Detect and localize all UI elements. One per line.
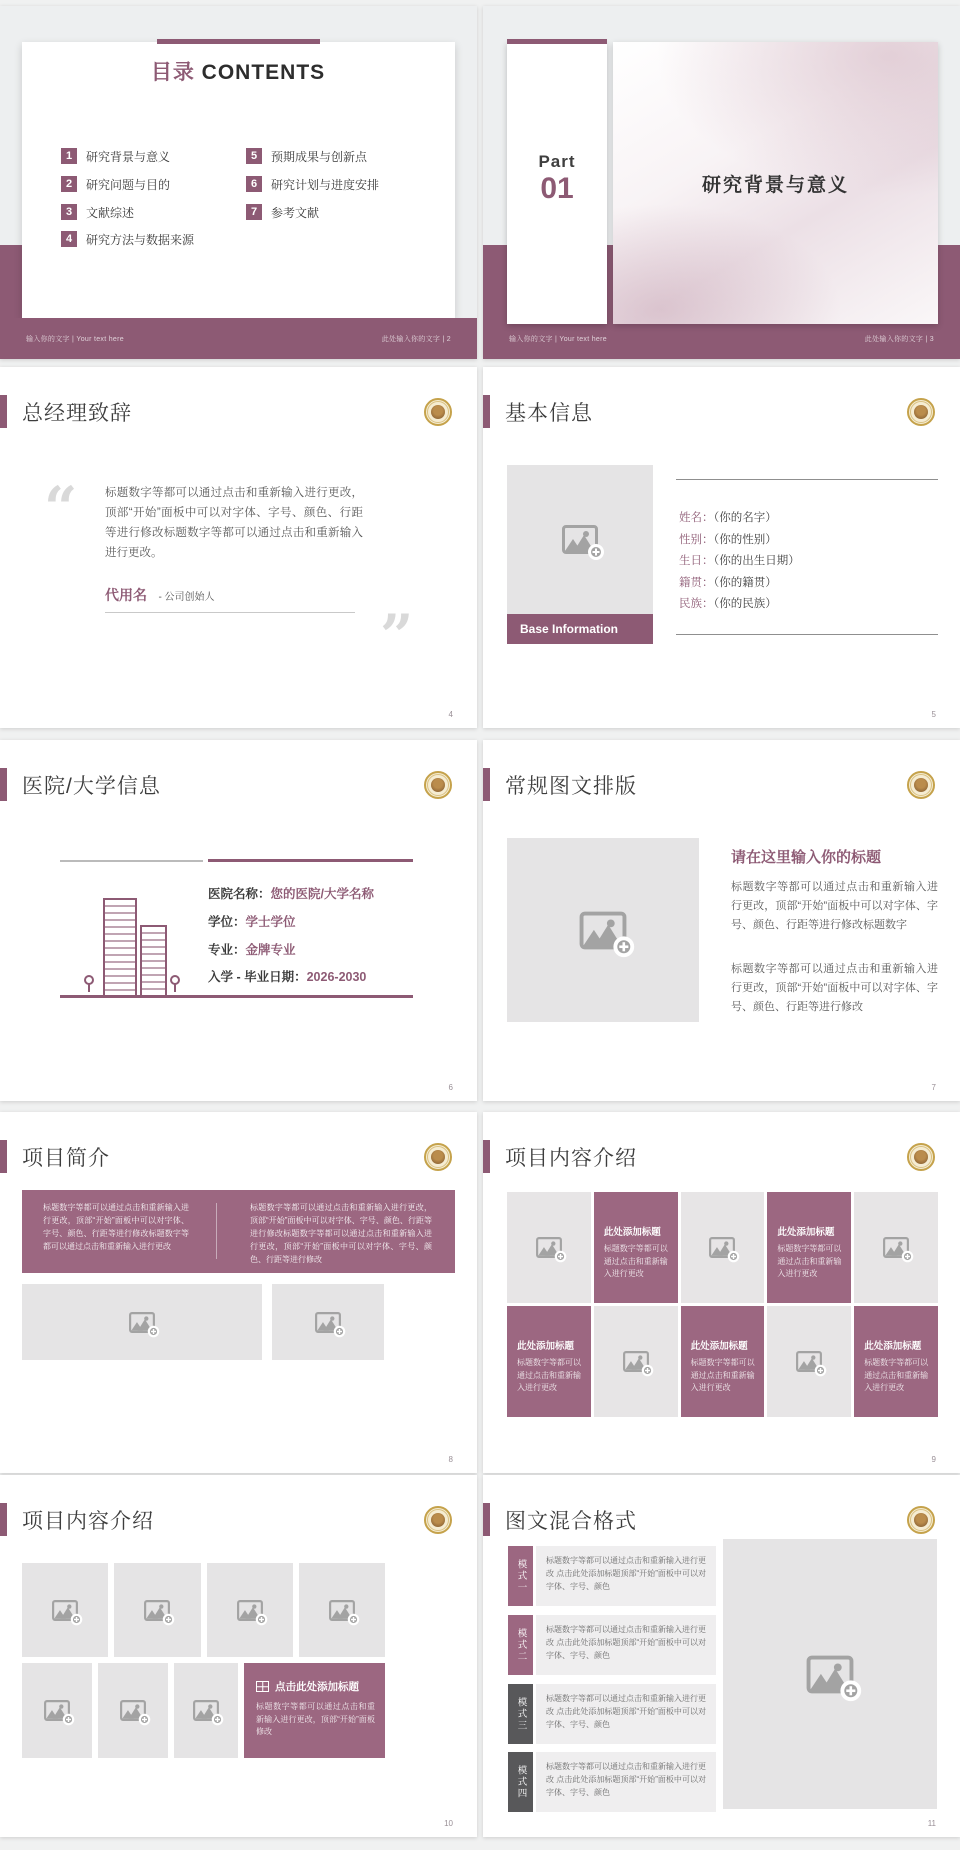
toc-item-1 xyxy=(61,148,170,164)
image-placeholder xyxy=(507,838,699,1022)
intro-text-box xyxy=(22,1190,455,1273)
image-placeholder xyxy=(767,1306,851,1417)
image-add-icon xyxy=(580,911,627,949)
part-number-card xyxy=(507,42,607,324)
image-placeholder xyxy=(22,1663,92,1758)
info-list xyxy=(679,508,800,616)
image-add-icon xyxy=(710,1237,736,1258)
image-placeholder xyxy=(272,1284,384,1360)
school-emblem-logo xyxy=(907,771,935,799)
toc-item-7 xyxy=(246,204,319,220)
toc-title-zh: 目录 xyxy=(150,61,195,84)
slide-toc[interactable] xyxy=(0,6,477,359)
info-row xyxy=(679,594,800,616)
slide-part-01[interactable] xyxy=(483,6,960,359)
image-add-icon xyxy=(329,1600,355,1621)
toc-item-label: 参考文献 xyxy=(271,205,320,220)
slide-title: 总经理致辞 xyxy=(22,402,132,425)
header-accent-bar xyxy=(483,1503,490,1536)
toc-title-en: CONTENTS xyxy=(201,61,326,84)
slide-footer-band xyxy=(483,318,960,359)
toc-item-label: 研究计划与进度安排 xyxy=(271,177,380,192)
toc-item-label: 研究背景与意义 xyxy=(86,149,171,164)
image-add-icon xyxy=(44,1700,70,1721)
content-paragraph: 标题数字等都可以通过点击和重新输入进行更改，顶部“开始”面板中可以对字体、字号、颜色、行距等进行修改标题数字 xyxy=(731,881,938,931)
mode-row-1 xyxy=(508,1546,716,1606)
image-add-icon xyxy=(52,1600,78,1621)
info-label: 生日： xyxy=(679,555,714,568)
grid-glyph-icon xyxy=(256,1681,269,1692)
image-placeholder xyxy=(507,465,653,614)
info-value: （你的性别） xyxy=(713,533,777,546)
image-add-icon xyxy=(144,1600,170,1621)
info-value: （你的籍贯） xyxy=(713,576,777,589)
grid-title-cell xyxy=(854,1306,938,1417)
image-add-icon xyxy=(129,1312,155,1333)
cell-title: 此处添加标题 xyxy=(517,1341,575,1352)
slide-title: 项目内容介绍 xyxy=(22,1510,154,1533)
header-accent-bar xyxy=(0,395,7,428)
quoted-person-role: - 公司创始人 xyxy=(158,592,215,603)
slide-richtext[interactable] xyxy=(483,740,960,1101)
image-add-icon xyxy=(562,525,598,554)
image-add-icon xyxy=(883,1237,909,1258)
tree-icon xyxy=(170,975,180,985)
divider-line xyxy=(676,634,938,635)
building-icon xyxy=(140,925,167,996)
info-label: 籍贯： xyxy=(679,576,714,589)
slide-footer-band xyxy=(0,318,477,359)
page-number: 5 xyxy=(931,710,936,719)
image-add-icon xyxy=(193,1700,219,1721)
open-quote-icon xyxy=(44,479,77,537)
school-label: 医院名称： xyxy=(208,887,271,901)
info-value: （你的民族） xyxy=(713,598,777,611)
cell-title: 此处添加标题 xyxy=(690,1341,748,1352)
page-number: 8 xyxy=(448,1455,453,1464)
toc-number-badge: 7 xyxy=(246,204,262,220)
mode-row-4 xyxy=(508,1752,716,1812)
intro-text-column: 标题数字等都可以通过点击和重新输入进行更改，顶部“开始”面板中可以对字体、字号、颜色、行距等进行修改标题数字等都可以通过点击和重新输入进行更改，顶部“开始”面板中可以对字体、字号、颜色、行距等进行修改 xyxy=(250,1203,432,1264)
school-row xyxy=(208,884,374,902)
image-placeholder xyxy=(854,1192,938,1303)
slide-basic-info[interactable] xyxy=(483,367,960,728)
slide-content-grid[interactable] xyxy=(483,1112,960,1473)
header-accent-bar xyxy=(0,768,7,801)
slide-title: 项目内容介绍 xyxy=(505,1147,637,1170)
image-add-icon xyxy=(623,1351,649,1372)
footer-left-text: 输入你的文字 | Your text here xyxy=(26,335,124,343)
box-title: 点击此处添加标题 xyxy=(275,1681,359,1693)
divider-line xyxy=(60,860,203,862)
gallery-box-header xyxy=(256,1679,375,1694)
part-label: Part xyxy=(538,152,576,171)
image-add-icon xyxy=(807,1655,854,1693)
toc-number-badge: 3 xyxy=(61,204,77,220)
image-placeholder xyxy=(22,1284,262,1360)
photo-caption-band: Base Information xyxy=(507,614,653,644)
header-accent-bar xyxy=(483,1140,490,1173)
toc-item-label: 研究问题与目的 xyxy=(86,177,171,192)
school-row xyxy=(208,912,296,930)
mode-text: 标题数字等都可以通过点击和重新输入进行更改 点击此处添加标题顶部“开始”面板中可以对字体、字号、颜色 xyxy=(536,1752,716,1812)
mode-row-3 xyxy=(508,1684,716,1744)
toc-item-label: 文献综述 xyxy=(86,205,135,220)
intro-text-column: 标题数字等都可以通过点击和重新输入进行更改，顶部“开始”面板中可以对字体、字号、颜色、行距等进行修改标题数字等都可以通过点击和重新输入进行更改 xyxy=(43,1203,189,1251)
part-card-topline xyxy=(507,39,607,44)
image-placeholder xyxy=(114,1563,200,1657)
cell-text: 标题数字等都可以通过点击和重新输入进行更改 xyxy=(864,1358,929,1392)
school-value: 学士学位 xyxy=(245,915,296,929)
grid-title-cell xyxy=(681,1306,765,1417)
school-emblem-logo xyxy=(424,398,452,426)
gallery-top-row xyxy=(22,1563,385,1657)
page-number: 10 xyxy=(444,1819,453,1828)
mode-text: 标题数字等都可以通过点击和重新输入进行更改 点击此处添加标题顶部“开始”面板中可以对字体、字号、颜色 xyxy=(536,1546,716,1606)
footer-right-text: 此处输入你的文字 | 2 xyxy=(381,335,451,343)
cell-text: 标题数字等都可以通过点击和重新输入进行更改 xyxy=(777,1244,842,1278)
quoted-person-name: 代用名 xyxy=(105,587,147,603)
cell-title: 此处添加标题 xyxy=(777,1227,835,1238)
school-value: 您的医院/大学名称 xyxy=(270,887,374,901)
close-quote-icon xyxy=(380,607,413,665)
header-accent-bar xyxy=(0,1503,7,1536)
toc-number-badge: 4 xyxy=(61,231,77,247)
toc-item-3 xyxy=(61,204,134,220)
tree-icon xyxy=(84,975,94,985)
page-number: 9 xyxy=(931,1455,936,1464)
school-row xyxy=(208,967,366,985)
image-placeholder xyxy=(207,1563,293,1657)
slide-project-intro[interactable] xyxy=(0,1112,477,1473)
toc-top-accent-bar xyxy=(157,39,320,44)
toc-item-6 xyxy=(246,176,379,192)
toc-item-2 xyxy=(61,176,170,192)
page-number: 6 xyxy=(448,1083,453,1092)
cell-title: 此处添加标题 xyxy=(603,1227,661,1238)
toc-item-label: 研究方法与数据来源 xyxy=(86,232,195,247)
school-label: 学位： xyxy=(208,915,246,929)
image-placeholder xyxy=(723,1539,937,1809)
footer-right-text: 此处输入你的文字 | 3 xyxy=(864,335,934,343)
cell-text: 标题数字等都可以通过点击和重新输入进行更改 xyxy=(690,1358,755,1392)
mode-text: 标题数字等都可以通过点击和重新输入进行更改 点击此处添加标题顶部“开始”面板中可以对字体、字号、颜色 xyxy=(536,1615,716,1675)
page-number: 7 xyxy=(931,1083,936,1092)
checkerboard-grid xyxy=(507,1192,938,1417)
image-placeholder xyxy=(22,1563,108,1657)
divider-line xyxy=(105,612,355,613)
header-accent-bar xyxy=(483,395,490,428)
gallery-bottom-row xyxy=(22,1663,385,1758)
info-label: 性别： xyxy=(679,533,714,546)
gallery-title-box xyxy=(244,1663,385,1758)
info-row xyxy=(679,530,800,552)
part-background-image xyxy=(613,42,938,324)
toc-number-badge: 6 xyxy=(246,176,262,192)
mode-tab: 模式一 xyxy=(508,1546,533,1606)
info-value: （你的名字） xyxy=(713,512,777,524)
image-placeholder xyxy=(98,1663,168,1758)
school-emblem-logo xyxy=(907,1143,935,1171)
school-emblem-logo xyxy=(907,1506,935,1534)
baseline xyxy=(60,995,413,998)
image-placeholder xyxy=(681,1192,765,1303)
header-accent-bar xyxy=(483,768,490,801)
slide-school-info[interactable] xyxy=(0,740,477,1101)
image-add-icon xyxy=(120,1700,146,1721)
divider-line xyxy=(676,479,938,480)
info-label: 姓名： xyxy=(679,512,714,524)
mode-tab: 模式四 xyxy=(508,1752,533,1812)
quote-attribution xyxy=(105,585,215,605)
info-row xyxy=(679,551,800,573)
page-number: 4 xyxy=(448,710,453,719)
image-placeholder xyxy=(299,1563,385,1657)
mode-text: 标题数字等都可以通过点击和重新输入进行更改 点击此处添加标题顶部“开始”面板中可以对字体、字号、颜色 xyxy=(536,1684,716,1744)
cell-text: 标题数字等都可以通过点击和重新输入进行更改 xyxy=(603,1244,668,1278)
toc-number-badge: 2 xyxy=(61,176,77,192)
slide-title: 基本信息 xyxy=(505,402,593,425)
toc-item-4 xyxy=(61,231,194,247)
school-label: 专业： xyxy=(208,943,246,957)
image-placeholder xyxy=(174,1663,238,1758)
image-placeholder xyxy=(507,1192,591,1303)
image-add-icon xyxy=(536,1237,562,1258)
image-add-icon xyxy=(315,1312,341,1333)
image-add-icon xyxy=(796,1351,822,1372)
image-add-icon xyxy=(237,1600,263,1621)
mode-tab: 模式二 xyxy=(508,1615,533,1675)
school-emblem-logo xyxy=(424,1143,452,1171)
school-label: 入学 - 毕业日期： xyxy=(208,970,307,984)
school-emblem-logo xyxy=(424,771,452,799)
school-value: 2026-2030 xyxy=(306,970,367,984)
cell-title: 此处添加标题 xyxy=(864,1341,922,1352)
content-paragraph: 标题数字等都可以通过点击和重新输入进行更改，顶部“开始”面板中可以对字体、字号、颜色、行距等进行修改 xyxy=(731,963,938,1013)
slide-title: 常规图文排版 xyxy=(505,775,637,798)
toc-item-label: 预期成果与创新点 xyxy=(271,149,368,164)
column-divider xyxy=(216,1203,217,1259)
accent-divider-line xyxy=(208,859,413,862)
building-icon xyxy=(103,898,137,996)
school-emblem-logo xyxy=(907,398,935,426)
school-emblem-logo xyxy=(424,1506,452,1534)
slide-content-gallery[interactable] xyxy=(0,1475,477,1837)
info-row xyxy=(679,573,800,595)
toc-item-5 xyxy=(246,148,367,164)
slide-title: 图文混合格式 xyxy=(505,1510,637,1533)
slide-title: 医院/大学信息 xyxy=(22,775,161,798)
slide-speech[interactable] xyxy=(0,367,477,728)
school-value: 金牌专业 xyxy=(245,943,296,957)
part-number: 01 xyxy=(540,172,574,205)
toc-title xyxy=(118,56,358,86)
mode-tab: 模式三 xyxy=(508,1684,533,1744)
page-number: 11 xyxy=(927,1819,936,1828)
mode-row-2 xyxy=(508,1615,716,1675)
info-value: （你的出生日期） xyxy=(713,555,800,568)
grid-title-cell xyxy=(767,1192,851,1303)
slide-title: 项目简介 xyxy=(22,1147,110,1170)
toc-number-badge: 1 xyxy=(61,148,77,164)
info-row xyxy=(679,508,800,530)
quote-text: 标题数字等都可以通过点击和重新输入进行更改，顶部“开始”面板中可以对字体、字号、颜色、行距等进行修改标题数字等都可以通过点击和重新输入进行更改。 xyxy=(105,487,363,559)
cell-text: 标题数字等都可以通过点击和重新输入进行更改 xyxy=(517,1358,581,1392)
image-placeholder xyxy=(594,1306,678,1417)
part-section-title: 研究背景与意义 xyxy=(701,175,849,196)
grid-title-cell xyxy=(594,1192,678,1303)
grid-title-cell xyxy=(507,1306,591,1417)
slide-mixed-format[interactable] xyxy=(483,1475,960,1837)
box-text: 标题数字等都可以通过点击和重新输入进行更改，顶部“开始”面板修改 xyxy=(256,1702,375,1736)
info-label: 民族： xyxy=(679,598,714,611)
content-heading: 请在这里输入你的标题 xyxy=(731,849,882,866)
footer-left-text: 输入你的文字 | Your text here xyxy=(509,335,607,343)
header-accent-bar xyxy=(0,1140,7,1173)
toc-number-badge: 5 xyxy=(246,148,262,164)
school-row xyxy=(208,940,296,958)
